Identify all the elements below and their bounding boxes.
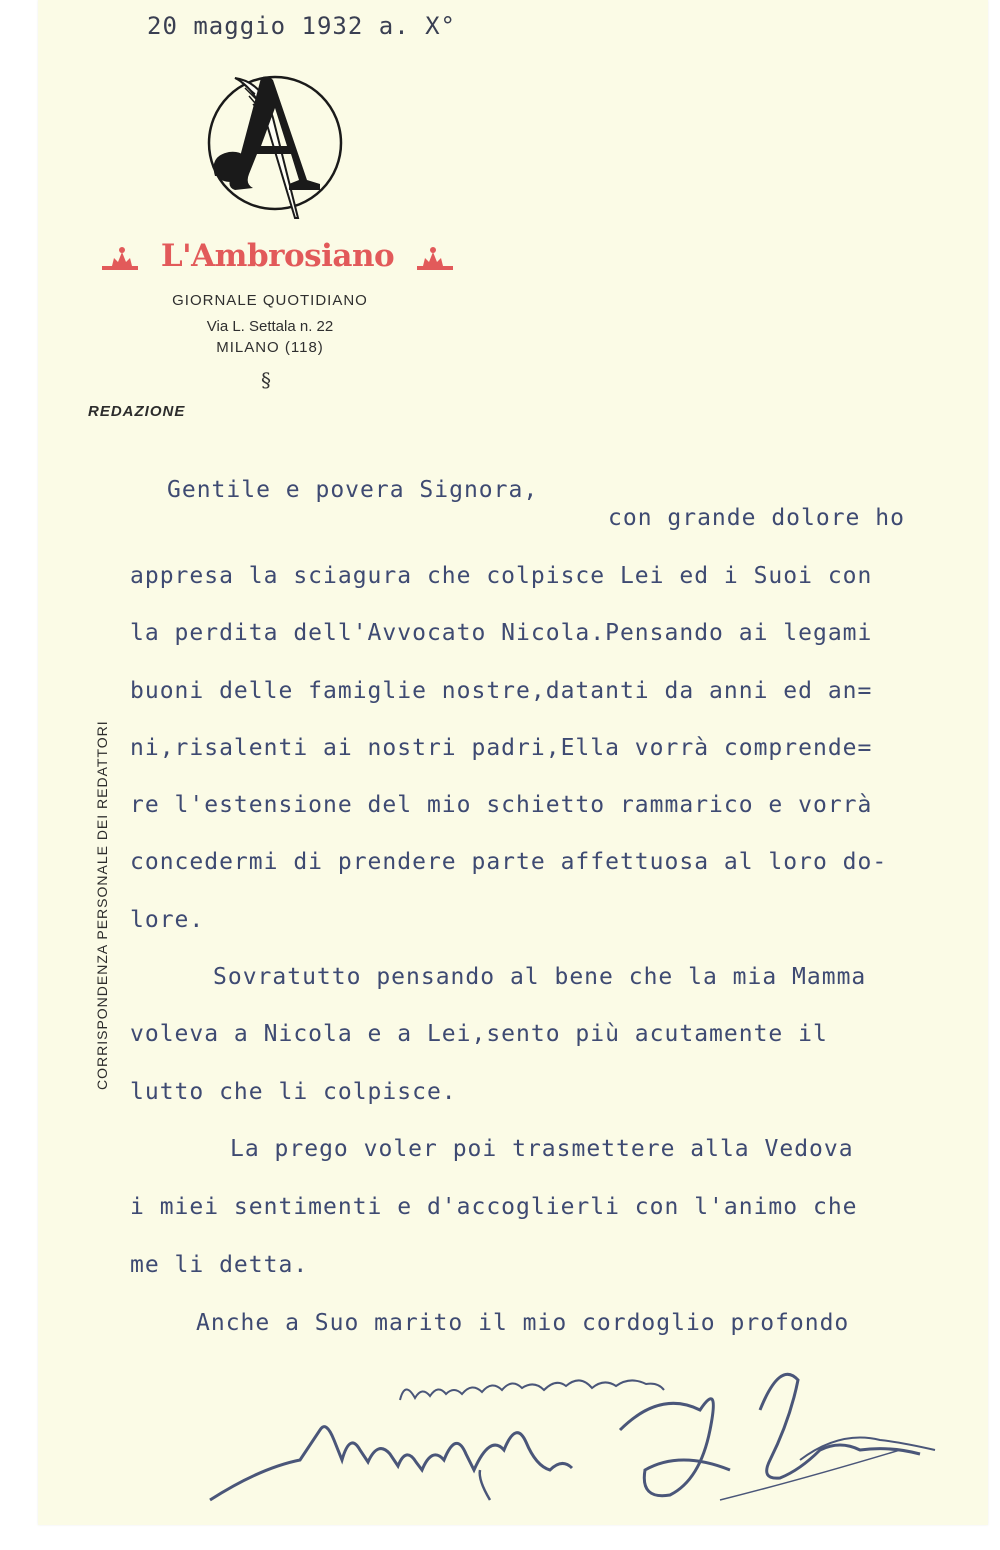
masthead-title: L'Ambrosiano [160,238,395,274]
letter-line: lutto che li colpisce. [130,1079,457,1105]
letter-line: ni,risalenti ai nostri padri,Ella vorrà comprende= [130,735,873,761]
letter-line: Anche a Suo marito il mio cordoglio profondo [196,1310,850,1336]
letter-line: buoni delle famiglie nostre,datanti da anni ed an= [130,678,873,704]
letter-line: concedermi di prendere parte affettuosa al loro do- [130,849,888,875]
section-symbol: § [261,368,271,392]
letter-paper [38,0,988,1525]
letter-line: re l'estensione del mio schietto rammarico e vorrà [130,792,873,818]
letter-line: i miei sentimenti e d'accoglierli con l'animo che [130,1194,858,1220]
letter-line: la perdita dell'Avvocato Nicola.Pensando ai legami [130,620,873,646]
letter-line: La prego voler poi trasmettere alla Vedova [230,1136,854,1162]
department-label: REDAZIONE [88,403,186,420]
letter-line: Sovratutto pensando al bene che la mia Mamma [213,964,867,990]
letter-line: con grande dolore ho [608,505,905,531]
letter-line: voleva a Nicola e a Lei,sento più acutamente il [130,1021,828,1047]
newspaper-subtitle: GIORNALE QUOTIDIANO [172,292,368,309]
quill-letter-a-logo [195,58,350,233]
letter-line: lore. [130,907,205,933]
letter-line: appresa la sciagura che colpisce Lei ed i Suoi con [130,563,873,589]
newspaper-city: MILANO (118) [216,339,324,356]
crest-ornament-icon [415,244,455,272]
letter-line: me li detta. [130,1252,309,1278]
letter-date: 20 maggio 1932 a. X° [147,12,456,40]
side-vertical-label: CORRISPONDENZA PERSONALE DEI REDATTORI [94,720,110,1090]
newspaper-address: Via L. Settala n. 22 [206,318,334,335]
crest-ornament-icon [100,244,140,272]
handwritten-signature [200,1350,940,1530]
masthead [100,238,455,278]
letter-line: Gentile e povera Signora, [167,477,539,503]
